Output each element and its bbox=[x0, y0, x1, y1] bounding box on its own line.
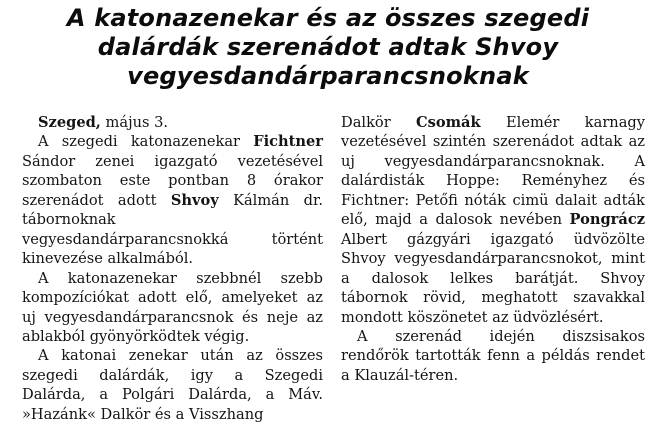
headline bbox=[10, 4, 646, 91]
name-csomak: Csomák bbox=[416, 114, 481, 131]
paragraph-5: A szerenád idején diszsisakos rendőrök tartották fenn a példás rendet a Klauzál-téren. bbox=[341, 327, 645, 384]
paragraph-4 bbox=[341, 113, 645, 327]
paragraph-4-text-a: Dalkör bbox=[341, 114, 417, 131]
dateline-place: Szeged, bbox=[38, 114, 101, 131]
paragraph-4-text-c: Albert gázgyári igazgató üdvözölte Shvoy vegyesdandárparancsnokot, mint a dalosok lelkes barátját. Shvoy tábornok rövid, meghatott szavakkal mondott köszönetet az üdvözlésért. bbox=[341, 230, 645, 326]
name-pongracz: Pongrácz bbox=[569, 211, 645, 229]
paragraph-1-text-a: A szegedi katonazenekar bbox=[38, 133, 254, 151]
dateline bbox=[22, 113, 323, 132]
paragraph-2: A katonazenekar szebbnél szebb kompozíciókat adott elő, amelyeket az uj vegyesdandárparancsnok és neje az ablakból gyönyörködtek végig. bbox=[22, 269, 323, 345]
headline-line-1: A katonazenekar és az összes szegedi bbox=[66, 4, 590, 32]
name-shvoy: Shvoy bbox=[170, 191, 219, 209]
paragraph-3: A katonai zenekar után az összes szegedi dalárdák, igy a Szegedi Dalárda, a Polgári Dalárda, a Máv. »Hazánk« Dalkör és a Visszhang bbox=[22, 347, 323, 423]
paragraph-1 bbox=[22, 132, 323, 268]
paragraph-1-text-c: Kálmán dr. tábornoknak vegyesdandárparancsnokká történt kinevezése alkalmából. bbox=[22, 191, 324, 268]
paragraph-1-text-b: Sándor zenei igazgató vezetésével szombaton este pontban 8 órakor szerenádot adott bbox=[22, 152, 323, 209]
paragraph-4-text-b: Elemér karnagy vezetésével szintén szerenádot adtak az uj vegyesdandárparancsnoknak. A dalárdisták Hoppe: Reményhez és Fichtner: Petőfi nóták cimü dalait adták elő, majd a dalosok nevében bbox=[341, 114, 645, 229]
headline-line-2: dalárdák szerenádot adtak Shvoy bbox=[97, 33, 559, 61]
dateline-date: május 3. bbox=[100, 114, 169, 131]
right-column bbox=[341, 113, 645, 385]
headline-line-3: vegyesdandárparancsnoknak bbox=[127, 62, 529, 90]
name-fichtner: Fichtner bbox=[253, 133, 323, 151]
left-column bbox=[22, 113, 323, 424]
